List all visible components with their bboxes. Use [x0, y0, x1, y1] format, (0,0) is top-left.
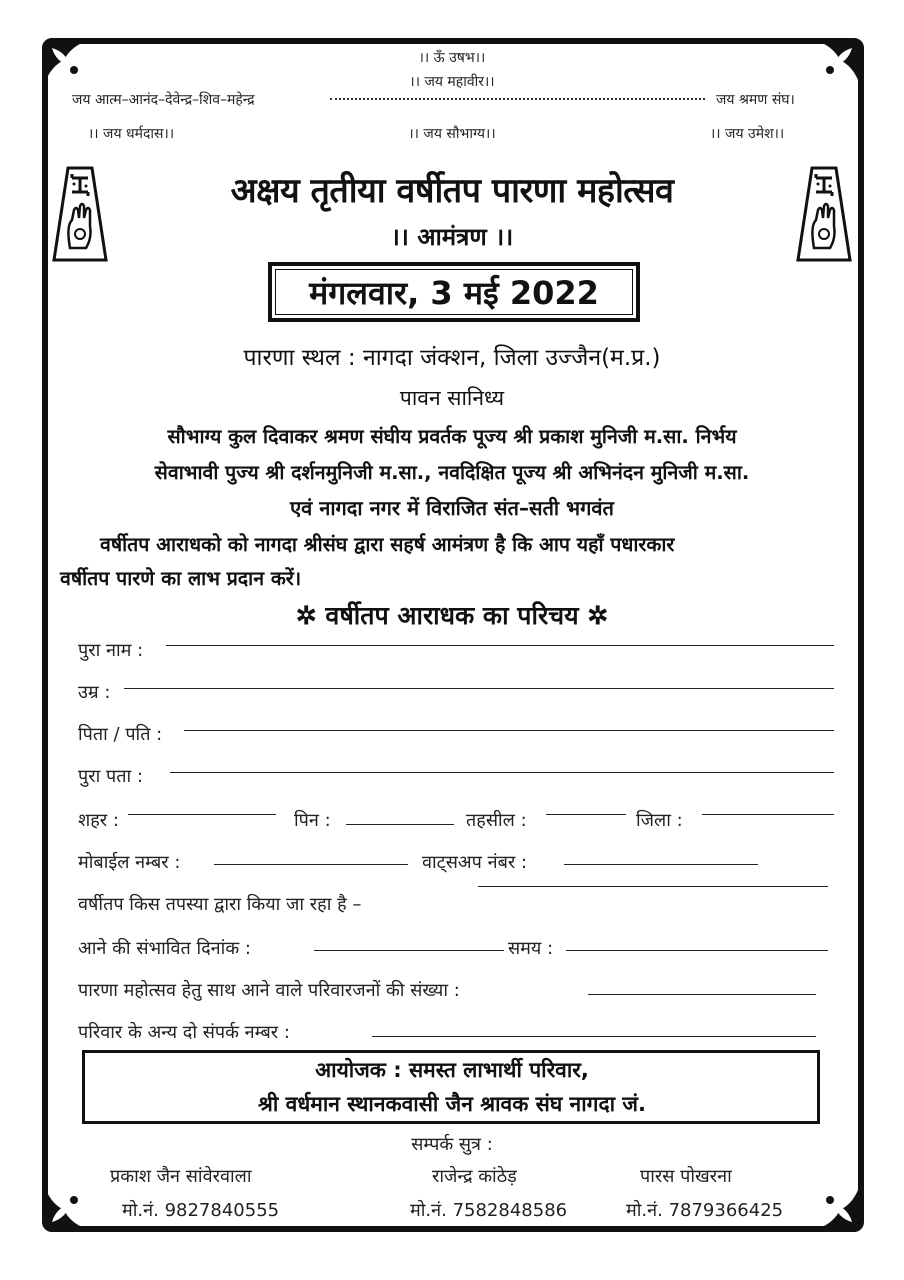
header-left-line: जय आत्म–आनंद–देवेन्द्र–शिव–महेन्द्र: [72, 92, 255, 108]
contact-3-name: पारस पोखरना: [640, 1166, 732, 1187]
header-center-small: ।। जय सौभाग्य।।: [408, 126, 496, 142]
district-field[interactable]: [702, 814, 834, 815]
contact-1-phone: मो.नं. 9827840555: [122, 1200, 280, 1221]
time-field[interactable]: [566, 950, 828, 951]
city-field[interactable]: [128, 814, 276, 815]
father-husband-label: पिता / पति :: [78, 724, 163, 745]
header-right-small: ।। जय उमेश।।: [710, 126, 785, 142]
age-field[interactable]: [124, 688, 834, 689]
mobile-field[interactable]: [214, 864, 408, 865]
header-dotted-divider: [330, 98, 705, 100]
invite-line-1: वर्षीतप आराधको को नागदा श्रीसंघ द्वारा सहर्ष आमंत्रण है कि आप यहाँ पधारकार: [100, 533, 675, 556]
whatsapp-field[interactable]: [564, 864, 758, 865]
tehsil-label: तहसील :: [466, 810, 527, 831]
invitation-subtitle: ।। आमंत्रण ।।: [390, 222, 514, 251]
presence-line-2: सेवाभावी पुज्य श्री दर्शनमुनिजी म.सा., नवदिक्षित पूज्य श्री अभिनंदन मुनिजी म.सा.: [154, 461, 750, 484]
invite-line-2: वर्षीतप पारणे का लाभ प्रदान करें।: [60, 567, 302, 590]
tapasya-label: वर्षीतप किस तपस्या द्वारा किया जा रहा है –: [78, 894, 362, 915]
district-label: जिला :: [636, 810, 683, 831]
contact-2-name: राजेन्द्र कांठेड़: [432, 1166, 517, 1187]
header-left-small: ।। जय धर्मदास।।: [88, 126, 175, 142]
age-label: उम्र :: [78, 682, 111, 703]
address-field[interactable]: [170, 772, 834, 773]
corner-ornament-bottom-left: [44, 1176, 98, 1230]
time-label: समय :: [508, 938, 554, 959]
presence-heading: पावन सानिध्य: [399, 386, 505, 410]
header-om: ।। ऊँ उषभ।।: [418, 50, 486, 66]
tapasya-field-upper[interactable]: [478, 886, 828, 887]
mobile-label: मोबाईल नम्बर :: [78, 852, 181, 873]
whatsapp-label: वाट्सअप नंबर :: [422, 852, 528, 873]
arrival-date-label: आने की संभावित दिनांक :: [78, 938, 251, 959]
organizer-line-1: आयोजक : समस्त लाभार्थी परिवार,: [315, 1058, 589, 1082]
tehsil-field[interactable]: [546, 814, 626, 815]
family-count-field[interactable]: [588, 994, 816, 995]
city-label: शहर :: [78, 810, 119, 831]
date-box-inner-border: [275, 269, 633, 315]
full-name-label: पुरा नाम :: [78, 640, 144, 661]
father-husband-field[interactable]: [184, 730, 834, 731]
contact-1-name: प्रकाश जैन सांवेरवाला: [110, 1166, 252, 1187]
contact-heading: सम्पर्क सुत्र :: [411, 1134, 493, 1155]
date-box: [268, 262, 640, 322]
header-right-line: जय श्रमण संघ।: [716, 92, 795, 108]
event-date: मंगलवार, 3 मई 2022: [309, 273, 599, 312]
contact-2-phone: मो.नं. 7582848586: [410, 1200, 568, 1221]
form-heading: ✲ वर्षीतप आराधक का परिचय ✲: [295, 601, 609, 630]
arrival-date-field[interactable]: [314, 950, 504, 951]
corner-ornament-bottom-right: [806, 1176, 860, 1230]
other-contacts-field[interactable]: [372, 1036, 816, 1037]
presence-line-3: एवं नागदा नगर में विराजित संत–सती भगवंत: [290, 496, 614, 520]
presence-line-1: सौभाग्य कुल दिवाकर श्रमण संघीय प्रवर्तक पूज्य श्री प्रकाश मुनिजी म.सा. निर्भय: [167, 425, 737, 448]
full-name-field[interactable]: [166, 645, 834, 646]
event-title: अक्षय तृतीया वर्षीतप पारणा महोत्सव: [230, 171, 674, 211]
header-jay-mahavir: ।। जय महावीर।।: [409, 74, 495, 90]
venue: पारणा स्थल : नागदा जंक्शन, जिला उज्जैन(म.प्र.): [243, 345, 661, 371]
contact-3-phone: मो.नं. 7879366425: [626, 1200, 784, 1221]
pin-label: पिन :: [294, 810, 331, 831]
pin-field[interactable]: [346, 824, 454, 825]
family-count-label: पारणा महोत्सव हेतु साथ आने वाले परिवारजनों की संख्या :: [78, 980, 460, 1001]
organizer-line-2: श्री वर्धमान स्थानकवासी जैन श्रावक संघ नागदा जं.: [258, 1092, 646, 1116]
other-contacts-label: परिवार के अन्य दो संपर्क नम्बर :: [78, 1022, 290, 1043]
address-label: पुरा पता :: [78, 766, 143, 787]
